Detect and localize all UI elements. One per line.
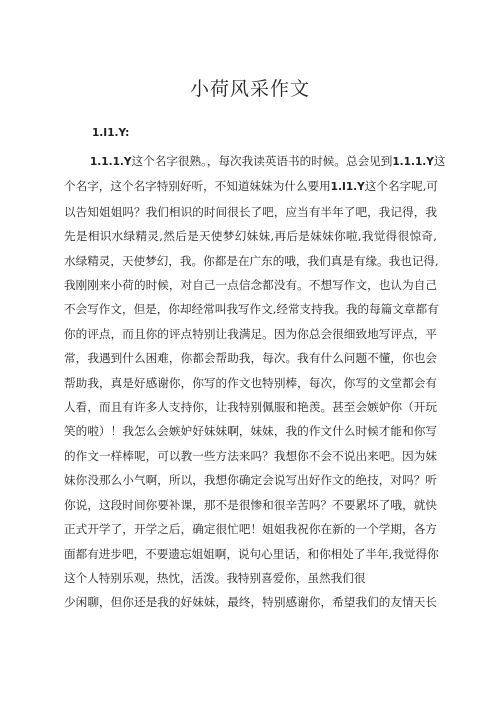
text-run: 这个名字很熟。，每次我读英语书的时候。总会见到	[131, 154, 393, 168]
paragraph-line	[64, 444, 437, 468]
text-run: 帮助我，真是好感谢你，你写的作文也特别棒，每次，你写的文堂都会有	[64, 375, 437, 390]
text-run: 水绿精灵，天使梦幻，我。你都是在广东的哦，我们真是有缘。我也记得,	[64, 253, 439, 268]
text-run: 面都有进步吧，不要遗忘姐姐啊，说句心里话，和你相处了半年,我觉得你	[64, 546, 439, 561]
paragraph-line	[64, 566, 437, 590]
text-run: 常，我遇到什么困难，你都会帮助我，每次。我有什么问题不懂，你也会	[64, 351, 437, 366]
text-run: 少闲聊，但你还是我的好妹妹，最终，特别感谢你，希望我们的友情天长	[64, 595, 437, 610]
text-run: 以告知姐姐吗？我们相识的时间很长了吧，应当有半年了吧，我记得，我	[64, 204, 437, 219]
paragraph-line	[64, 493, 437, 517]
paragraph-line	[64, 249, 437, 273]
paragraph-line	[64, 174, 437, 199]
text-run: 人看，而且有许多人支持你，让我特别佩服和艳羡。甚至会嫉妒你（开玩	[64, 400, 437, 415]
paragraph-line	[64, 371, 437, 395]
paragraph-line	[64, 273, 437, 297]
body-paragraph	[64, 149, 446, 615]
text-run: 笑的啦）！我怎么会嫉妒好妹妹啊，妹妹，我的作文什么时候才能和你写	[64, 424, 437, 439]
paragraph-line	[64, 542, 437, 566]
text-run: 我刚刚来小荷的时候，对自己一点信念都没有。不想写作文，也认为自己	[64, 278, 437, 293]
text-run: 你说，这段时间你要补课，那不是很惨和很辛苦吗？不要累坏了哦，就快	[64, 497, 437, 512]
text-run: 你的评点，而且你的评点特别让我满足。因为你总会很细致地写评点，平	[64, 326, 437, 341]
text-run: 正式开学了，开学之后，确定很忙吧！姐姐我祝你在新的一个学期，各方	[64, 522, 437, 537]
paragraph-line	[64, 322, 437, 346]
section-heading: 1.I1.Y:	[92, 127, 130, 139]
document-title: 小荷风采作文	[189, 78, 310, 100]
paragraph-line	[64, 346, 437, 370]
text-run: 这个人特别乐观，热忱，活泼。我特别喜爱你，虽然我们很	[64, 570, 366, 585]
paragraph-line	[64, 200, 437, 224]
bold-term: 1.1.1.Y	[392, 156, 434, 168]
paragraph-line	[64, 149, 446, 174]
text-run: 不会写作文，但是，你却经常叫我写作文,经常支持我。我的每篇文章都有	[64, 302, 439, 317]
paragraph-line	[64, 468, 437, 492]
bold-term: 1.1.1.Y	[90, 156, 132, 168]
text-run: 这个名字呢,可	[364, 179, 439, 194]
text-run: 这	[433, 154, 446, 168]
text-run: 个名字，这个名字特别好听，不知道妹妹为什么要用	[64, 179, 331, 194]
text-run: 先是相识水绿精灵,然后是天使梦幻妹妹,再后是妹妹你啦,我觉得很惊奇,	[64, 229, 437, 244]
paragraph-line	[64, 224, 437, 248]
bold-term: 1.I1.Y	[330, 181, 365, 194]
text-run: 的作文一样棒呢，可以教一些方法来吗？我想你不会不说出来吧。因为妹	[64, 448, 437, 463]
paragraph-line	[64, 395, 437, 419]
paragraph-line	[64, 590, 437, 614]
paragraph-line	[64, 419, 437, 443]
text-run: 妹你没那么小气啊，所以，我想你确定会说写出好作文的绝技，对吗？听	[64, 473, 437, 488]
paragraph-line	[64, 517, 437, 541]
paragraph-line	[64, 297, 437, 321]
